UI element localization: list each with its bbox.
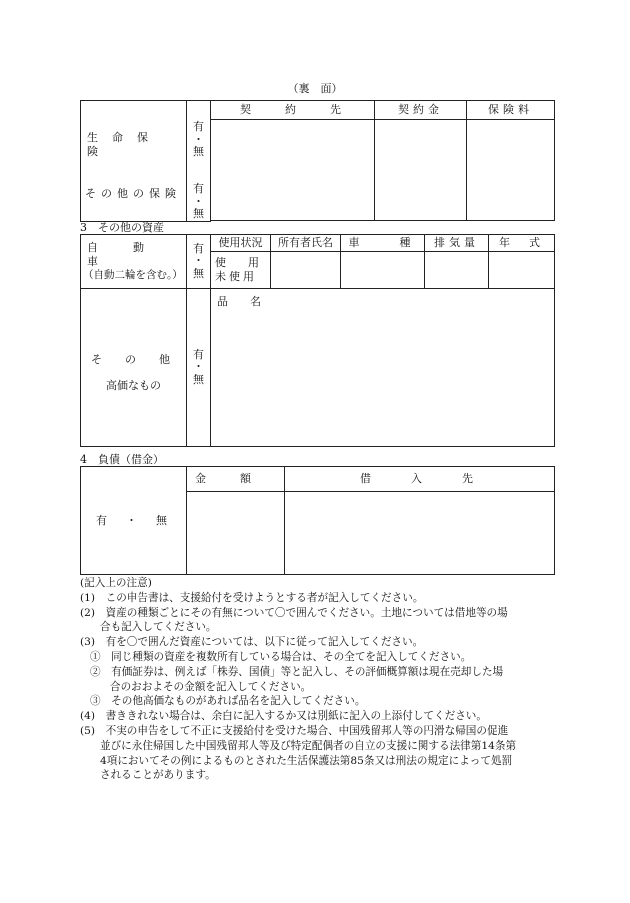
note-3-3: ③ その他高価なものがあれば品名を記入してください。 [90,695,366,708]
debt-amount-header: 金 額 [187,467,285,492]
insurance-table [80,100,555,222]
displacement-header: 排気量 [425,235,489,252]
insurance-yn-dot: ・ [193,132,204,146]
insurance-yn-top[interactable]: 有 [193,120,204,133]
note-3: (3) 有を〇で囲んだ資産については、以下に従って記入してください。 [80,636,424,649]
owner-name-cell[interactable] [271,252,341,289]
note-5-cont-1: 並びに永住帰国した中国残留邦人等及び特定配偶者の自立の支援に関する法律第14条第 [100,739,517,752]
section3-title: 3 その他の資産 [80,221,164,234]
other-yn-top[interactable]: 有 [193,347,204,361]
notes-heading: (記入上の注意) [80,577,152,589]
item-name-header: 品 名 [217,295,261,308]
contract-party-cell[interactable] [211,119,375,220]
note-1: (1) この申告書は、支援給付を受けようとする者が記入してください。 [80,591,424,604]
usage-status-cell[interactable] [211,252,271,289]
other-insurance-yn-top[interactable]: 有 [193,181,204,195]
note-3-2: ② 有価証券は、例えば「株券、国債」等と記入し、その評価概算額は現在売却した場 [90,665,504,678]
other-insurance-label: その他の保険 [85,186,181,200]
debt-table [80,466,555,575]
car-yn-top[interactable]: 有 [193,241,204,255]
note-2-cont: 合も記入してください。 [100,621,217,634]
car-model-header: 車 種 [341,235,425,252]
car-yn-bottom[interactable]: 無 [193,266,204,280]
other-valuables-label: そ の 他 [91,352,176,366]
item-name-cell[interactable] [211,289,555,447]
lender-cell[interactable] [285,492,555,575]
insurance-label-cell [81,101,187,222]
premium-header: 保険料 [467,101,555,120]
usage-status-header: 使用状況 [211,235,271,252]
other-valuables-label-2: 高価なもの [106,378,161,392]
other-yn-bottom[interactable]: 無 [193,372,204,386]
other-insurance-yn-bottom[interactable]: 無 [193,207,204,221]
note-3-1: ① 同じ種類の資産を複数所有している場合は、その全てを記入してください。 [90,650,472,663]
car-label-cell [81,235,187,289]
car-yn-dot: ・ [193,254,204,268]
usage-option-unused[interactable]: 未使用 [215,270,257,283]
model-year-cell[interactable] [489,252,555,289]
contract-party-header: 契 約 先 [211,101,375,120]
contract-amount-cell[interactable] [375,119,467,220]
other-yn-dot: ・ [193,360,204,374]
displacement-cell[interactable] [425,252,489,289]
note-5-cont-2: 4項においてその例によるものとされた生活保護法第85条又は刑法の規定によって処罰 [100,754,513,767]
note-2: (2) 資産の種類ごとにその有無について〇で囲んでください。土地については借地等の場 [80,606,508,619]
car-model-cell[interactable] [341,252,425,289]
other-valuables-yn-cell [187,289,211,447]
usage-option-used[interactable]: 使 用 [215,256,259,270]
insurance-yn-cell [187,101,211,222]
other-insurance-yn-dot: ・ [193,194,204,208]
other-assets-table [80,234,555,447]
owner-name-header: 所有者氏名 [271,235,341,252]
notes-block [80,576,555,783]
model-year-header: 年 式 [489,235,555,252]
note-5: (5) 不実の申告をして不正に支援給付を受けた場合、中国残留邦人等の円滑な帰国の促進 [80,724,509,737]
other-valuables-label-cell [81,289,187,447]
section4-title: 4 負債（借金） [80,453,164,466]
note-3-2-cont: 合のおおよその金額を記入してください。 [110,680,312,693]
car-label: 自 動 車 [87,241,179,268]
car-label-note: （自動二輪を含む。） [83,268,183,281]
contract-amount-header: 契約金 [375,101,467,120]
car-yn-cell [187,235,211,289]
note-5-cont-3: されることがあります。 [100,769,216,782]
note-4: (4) 書ききれない場合は、余白に記入するか又は別紙に記入の上添付してください。 [80,710,487,723]
page-title: （裏 面） [287,82,343,95]
life-insurance-label: 生命保険 [87,131,162,158]
insurance-yn-bottom[interactable]: 無 [193,145,204,159]
lender-header: 借 入 先 [285,467,555,492]
debt-yn-label[interactable]: 有 ・ 無 [81,467,187,575]
premium-cell[interactable] [467,119,555,220]
debt-amount-cell[interactable] [187,492,285,575]
